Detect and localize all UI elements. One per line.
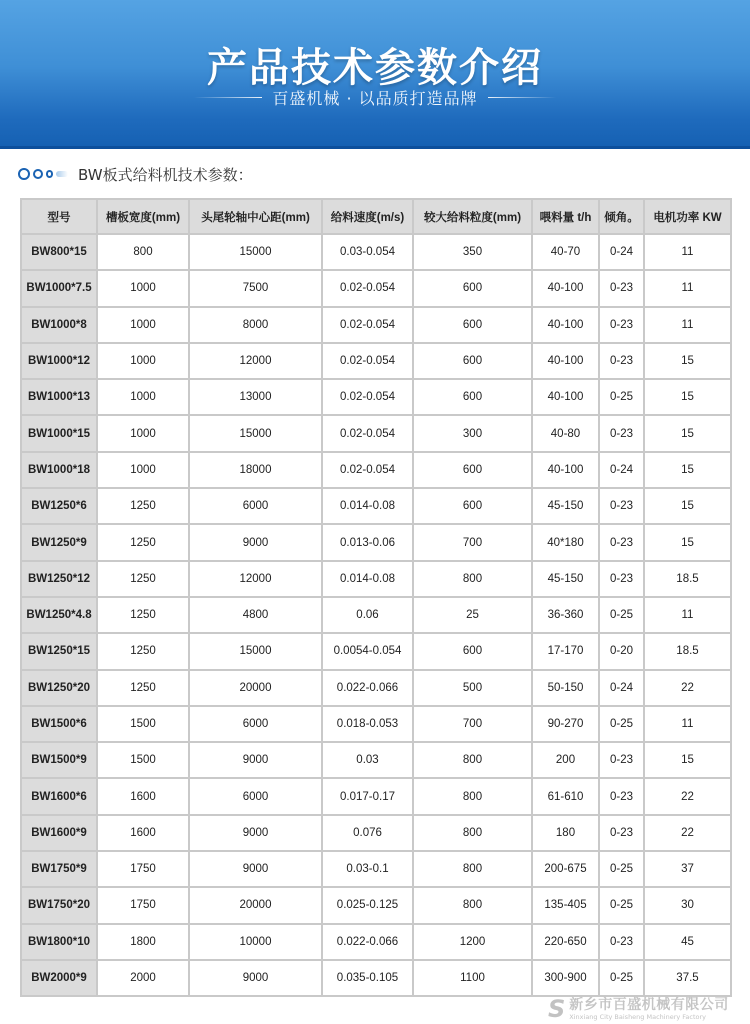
table-cell: 800 [413,887,532,923]
model-cell: BW1600*9 [21,815,97,851]
table-cell: 18.5 [644,633,731,669]
table-cell: 0-25 [599,706,644,742]
table-cell: 0-24 [599,234,644,270]
table-cell: 6000 [189,488,322,524]
section-heading [18,163,253,185]
model-cell: BW2000*9 [21,960,97,996]
table-cell: 15 [644,415,731,451]
table-cell: 1000 [97,452,189,488]
table-cell: 0-25 [599,379,644,415]
table-row [21,742,731,778]
table-cell: 1250 [97,633,189,669]
col-motor-power: 电机功率 KW [644,199,731,234]
table-cell: 30 [644,887,731,923]
table-cell: 40*180 [532,524,599,560]
table-cell: 0-23 [599,561,644,597]
table-cell: 1800 [97,924,189,960]
table-cell: 40-100 [532,270,599,306]
table-row [21,561,731,597]
table-cell: 200 [532,742,599,778]
table-cell: 61-610 [532,778,599,814]
model-cell: BW800*15 [21,234,97,270]
table-cell: 9000 [189,960,322,996]
table-cell: 37 [644,851,731,887]
table-cell: 600 [413,379,532,415]
table-cell: 0.014-0.08 [322,488,413,524]
table-cell: 0-23 [599,343,644,379]
company-logo-icon: S [548,995,566,1023]
table-cell: 1250 [97,488,189,524]
table-cell: 45 [644,924,731,960]
table-cell: 0.014-0.08 [322,561,413,597]
bullet-dots-icon [18,168,68,180]
table-row [21,851,731,887]
table-cell: 0-23 [599,488,644,524]
table-cell: 0.013-0.06 [322,524,413,560]
table-row [21,524,731,560]
table-cell: 13000 [189,379,322,415]
table-cell: 1250 [97,670,189,706]
table-cell: 1000 [97,415,189,451]
table-cell: 15 [644,379,731,415]
table-row [21,270,731,306]
model-cell: BW1750*9 [21,851,97,887]
table-cell: 9000 [189,815,322,851]
table-row [21,343,731,379]
table-cell: 22 [644,778,731,814]
table-cell: 11 [644,597,731,633]
table-cell: 0.02-0.054 [322,452,413,488]
table-cell: 8000 [189,307,322,343]
table-row [21,778,731,814]
page-title: 产品技术参数介绍 [207,45,543,91]
table-cell: 0.017-0.17 [322,778,413,814]
table-cell: 18000 [189,452,322,488]
table-cell: 7500 [189,270,322,306]
table-cell: 20000 [189,670,322,706]
model-cell: BW1000*15 [21,415,97,451]
model-cell: BW1500*9 [21,742,97,778]
table-cell: 800 [97,234,189,270]
table-cell: 1200 [413,924,532,960]
table-cell: 1500 [97,706,189,742]
divider-left [194,97,262,98]
table-cell: 0.06 [322,597,413,633]
divider-right [488,97,556,98]
table-cell: 1000 [97,379,189,415]
table-cell: 0.0054-0.054 [322,633,413,669]
table-row [21,815,731,851]
table-cell: 15 [644,343,731,379]
table-cell: 500 [413,670,532,706]
table-cell: 0.03-0.1 [322,851,413,887]
table-cell: 0-24 [599,452,644,488]
model-cell: BW1250*15 [21,633,97,669]
table-cell: 18.5 [644,561,731,597]
table-cell: 1500 [97,742,189,778]
table-cell: 0-25 [599,960,644,996]
table-cell: 600 [413,270,532,306]
table-row [21,597,731,633]
table-cell: 800 [413,851,532,887]
header-banner [0,0,750,148]
table-cell: 15000 [189,633,322,669]
table-cell: 0-25 [599,887,644,923]
model-cell: BW1000*7.5 [21,270,97,306]
col-angle: 倾角。 [599,199,644,234]
table-cell: 220-650 [532,924,599,960]
table-cell: 6000 [189,778,322,814]
table-cell: 15 [644,742,731,778]
table-cell: 11 [644,234,731,270]
table-cell: 700 [413,524,532,560]
company-name-cn: 新乡市百盛机械有限公司 [569,996,729,1013]
table-cell: 15 [644,524,731,560]
table-cell: 1250 [97,597,189,633]
table-cell: 0-23 [599,307,644,343]
table-cell: 600 [413,488,532,524]
table-row [21,960,731,996]
table-cell: 9000 [189,524,322,560]
col-axle-distance: 头尾轮轴中心距(mm) [189,199,322,234]
col-capacity: 喂料量 t/h [532,199,599,234]
table-cell: 36-360 [532,597,599,633]
col-feed-speed: 给料速度(m/s) [322,199,413,234]
table-header-row [21,199,731,234]
table-cell: 22 [644,670,731,706]
table-cell: 0.022-0.066 [322,670,413,706]
table-cell: 45-150 [532,561,599,597]
table-cell: 0-23 [599,524,644,560]
table-cell: 0-23 [599,742,644,778]
table-cell: 40-100 [532,343,599,379]
table-cell: 200-675 [532,851,599,887]
section-title: BW板式给料机技术参数： [78,165,253,184]
table-row [21,887,731,923]
table-cell: 0-25 [599,851,644,887]
table-cell: 40-100 [532,379,599,415]
banner-bottom-border [0,146,750,149]
table-cell: 12000 [189,343,322,379]
table-cell: 600 [413,633,532,669]
table-cell: 15 [644,488,731,524]
table-row [21,670,731,706]
table-cell: 1000 [97,270,189,306]
table-cell: 1600 [97,778,189,814]
table-cell: 0-23 [599,778,644,814]
table-cell: 0-23 [599,270,644,306]
table-cell: 0-23 [599,415,644,451]
model-cell: BW1800*10 [21,924,97,960]
table-cell: 1100 [413,960,532,996]
model-cell: BW1000*12 [21,343,97,379]
table-row [21,234,731,270]
table-cell: 4800 [189,597,322,633]
table-cell: 135-405 [532,887,599,923]
table-cell: 40-100 [532,452,599,488]
table-cell: 1250 [97,524,189,560]
table-cell: 15000 [189,415,322,451]
table-cell: 0.03 [322,742,413,778]
table-cell: 700 [413,706,532,742]
table-cell: 0.03-0.054 [322,234,413,270]
table-cell: 20000 [189,887,322,923]
table-row [21,488,731,524]
table-cell: 1250 [97,561,189,597]
col-max-particle: 较大给料粒度(mm) [413,199,532,234]
table-row [21,452,731,488]
table-row [21,307,731,343]
table-cell: 0.022-0.066 [322,924,413,960]
col-model: 型号 [21,199,97,234]
model-cell: BW1000*13 [21,379,97,415]
table-cell: 37.5 [644,960,731,996]
table-cell: 600 [413,307,532,343]
table-cell: 90-270 [532,706,599,742]
table-cell: 50-150 [532,670,599,706]
table-cell: 1750 [97,851,189,887]
banner-subtitle: 百盛机械 · 以品质打造品牌 [272,88,478,108]
table-cell: 0.035-0.105 [322,960,413,996]
table-cell: 11 [644,270,731,306]
table-cell: 25 [413,597,532,633]
table-cell: 0.018-0.053 [322,706,413,742]
table-cell: 40-100 [532,307,599,343]
table-cell: 0.076 [322,815,413,851]
table-cell: 300 [413,415,532,451]
table-cell: 600 [413,343,532,379]
table-cell: 0-23 [599,815,644,851]
model-cell: BW1600*6 [21,778,97,814]
table-cell: 10000 [189,924,322,960]
table-cell: 350 [413,234,532,270]
table-cell: 0.02-0.054 [322,270,413,306]
table-cell: 9000 [189,851,322,887]
table-cell: 0.025-0.125 [322,887,413,923]
table-cell: 0-20 [599,633,644,669]
table-cell: 0.02-0.054 [322,415,413,451]
table-cell: 6000 [189,706,322,742]
table-cell: 1750 [97,887,189,923]
table-cell: 2000 [97,960,189,996]
model-cell: BW1500*6 [21,706,97,742]
table-cell: 17-170 [532,633,599,669]
table-row [21,924,731,960]
table-cell: 600 [413,452,532,488]
table-cell: 11 [644,706,731,742]
table-cell: 0.02-0.054 [322,379,413,415]
banner-subtitle-row [0,86,750,108]
table-cell: 0.02-0.054 [322,307,413,343]
table-cell: 1000 [97,343,189,379]
company-name-en: Xinxiang City Baisheng Machinery Factory [569,1012,707,1021]
table-cell: 300-900 [532,960,599,996]
spec-table [20,198,732,997]
table-cell: 0-25 [599,597,644,633]
table-cell: 1000 [97,307,189,343]
model-cell: BW1250*9 [21,524,97,560]
table-cell: 800 [413,561,532,597]
model-cell: BW1750*20 [21,887,97,923]
table-row [21,415,731,451]
table-cell: 40-80 [532,415,599,451]
model-cell: BW1000*18 [21,452,97,488]
table-cell: 800 [413,742,532,778]
col-slot-width: 槽板宽度(mm) [97,199,189,234]
table-cell: 800 [413,778,532,814]
model-cell: BW1250*4.8 [21,597,97,633]
table-cell: 15000 [189,234,322,270]
table-cell: 1600 [97,815,189,851]
table-cell: 12000 [189,561,322,597]
table-row [21,633,731,669]
model-cell: BW1250*6 [21,488,97,524]
table-cell: 800 [413,815,532,851]
table-cell: 45-150 [532,488,599,524]
table-cell: 0-24 [599,670,644,706]
table-cell: 22 [644,815,731,851]
model-cell: BW1250*20 [21,670,97,706]
model-cell: BW1000*8 [21,307,97,343]
table-row [21,706,731,742]
table-cell: 180 [532,815,599,851]
company-watermark [548,995,748,1023]
table-row [21,379,731,415]
table-cell: 11 [644,307,731,343]
table-cell: 0.02-0.054 [322,343,413,379]
model-cell: BW1250*12 [21,561,97,597]
table-cell: 0-23 [599,924,644,960]
table-cell: 40-70 [532,234,599,270]
table-cell: 9000 [189,742,322,778]
table-cell: 15 [644,452,731,488]
